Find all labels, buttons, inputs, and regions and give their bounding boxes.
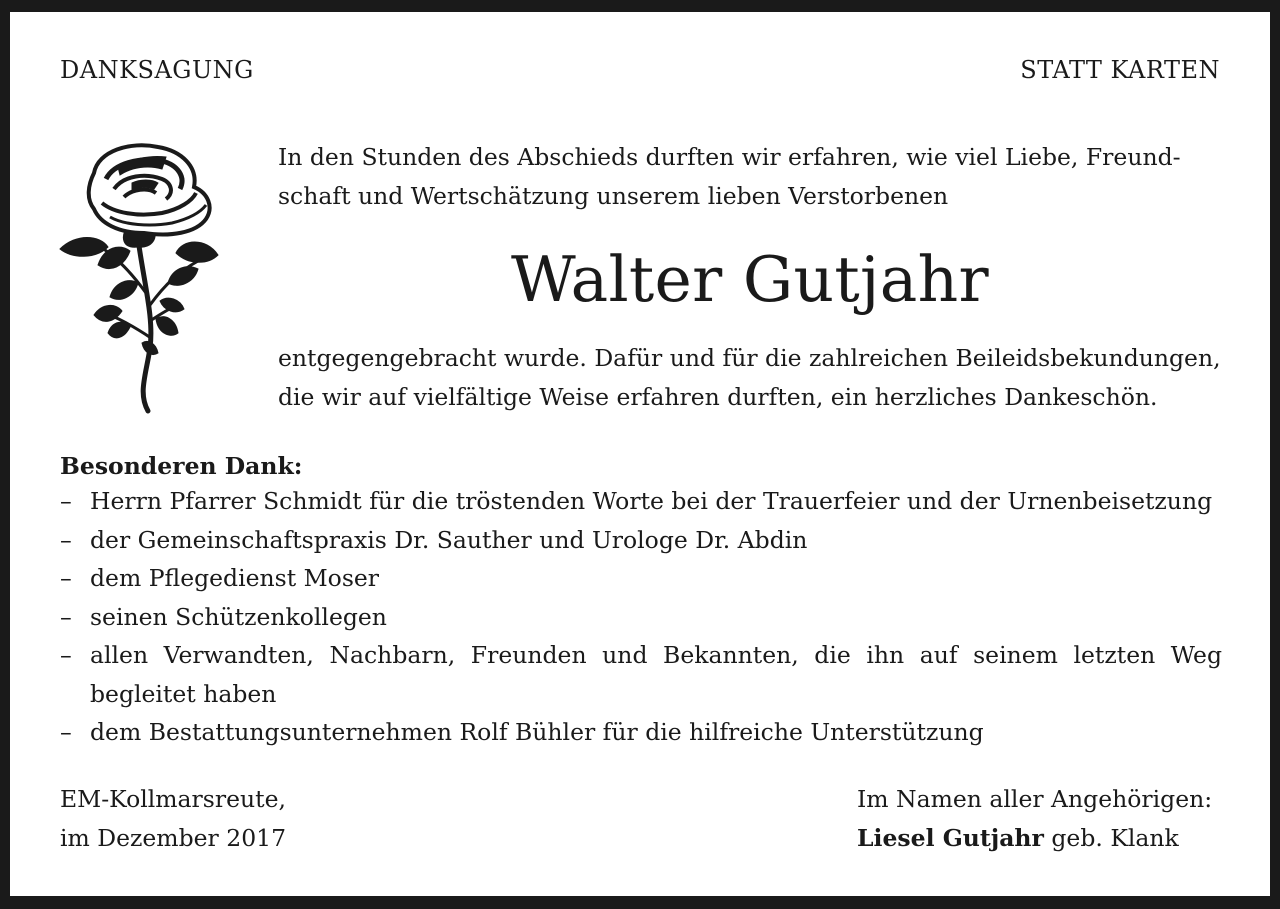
outro-line-2: die wir auf vielfältige Weise erfahren durften, ein herzliches Dankeschön. [278, 383, 1158, 411]
rose-icon [58, 143, 226, 415]
on-behalf-line: Im Namen aller Angehörigen: [857, 785, 1213, 813]
signature-block [857, 780, 1212, 857]
list-item: – allen Verwandten, Nachbarn, Freunden und Bekannten, die ihn auf seinem letzten Weg begleitet haben [60, 636, 1222, 713]
place-date-block [60, 780, 286, 857]
notice-subheading: STATT KARTEN [1020, 56, 1220, 84]
intro-line-2: schaft und Wertschätzung unserem lieben Verstorbenen [278, 182, 949, 210]
special-thanks-title: Besonderen Dank: [60, 452, 303, 480]
date: im Dezember 2017 [60, 823, 287, 852]
intro-line-1: In den Stunden des Abschieds durften wir erfahren, wie viel Liebe, Freund- [278, 143, 1181, 171]
list-item: – dem Pflegedienst Moser [60, 559, 1222, 598]
place: EM-Kollmarsreute, [60, 785, 286, 813]
list-dash: – [60, 564, 72, 592]
outro-line-1: entgegengebracht wurde. Dafür und für die zahlreichen Beileidsbekundungen, [278, 344, 1221, 372]
list-item: – der Gemeinschaftspraxis Dr. Sauther und Urologe Dr. Abdin [60, 521, 1222, 560]
list-dash: – [60, 718, 72, 746]
list-item: – seinen Schützenkollegen [60, 598, 1222, 637]
intro-text [278, 138, 1222, 216]
outro-text [278, 339, 1222, 417]
signer-birth-name: geb. Klank [1051, 823, 1179, 852]
deceased-name: Walter Gutjahr [511, 243, 989, 316]
signer-line [857, 819, 1212, 858]
list-dash: – [60, 525, 72, 554]
list-dash: – [60, 602, 72, 631]
notice-heading: DANKSAGUNG [60, 56, 254, 84]
special-thanks-list [60, 482, 1222, 752]
list-dash: – [60, 641, 72, 669]
list-dash: – [60, 487, 72, 515]
signer-name: Liesel Gutjahr [857, 823, 1044, 852]
list-item: – Herrn Pfarrer Schmidt für die tröstenden Worte bei der Trauerfeier und der Urnenbeisetzung [60, 482, 1222, 521]
list-item: – dem Bestattungsunternehmen Rolf Bühler für die hilfreiche Unterstützung [60, 713, 1222, 752]
